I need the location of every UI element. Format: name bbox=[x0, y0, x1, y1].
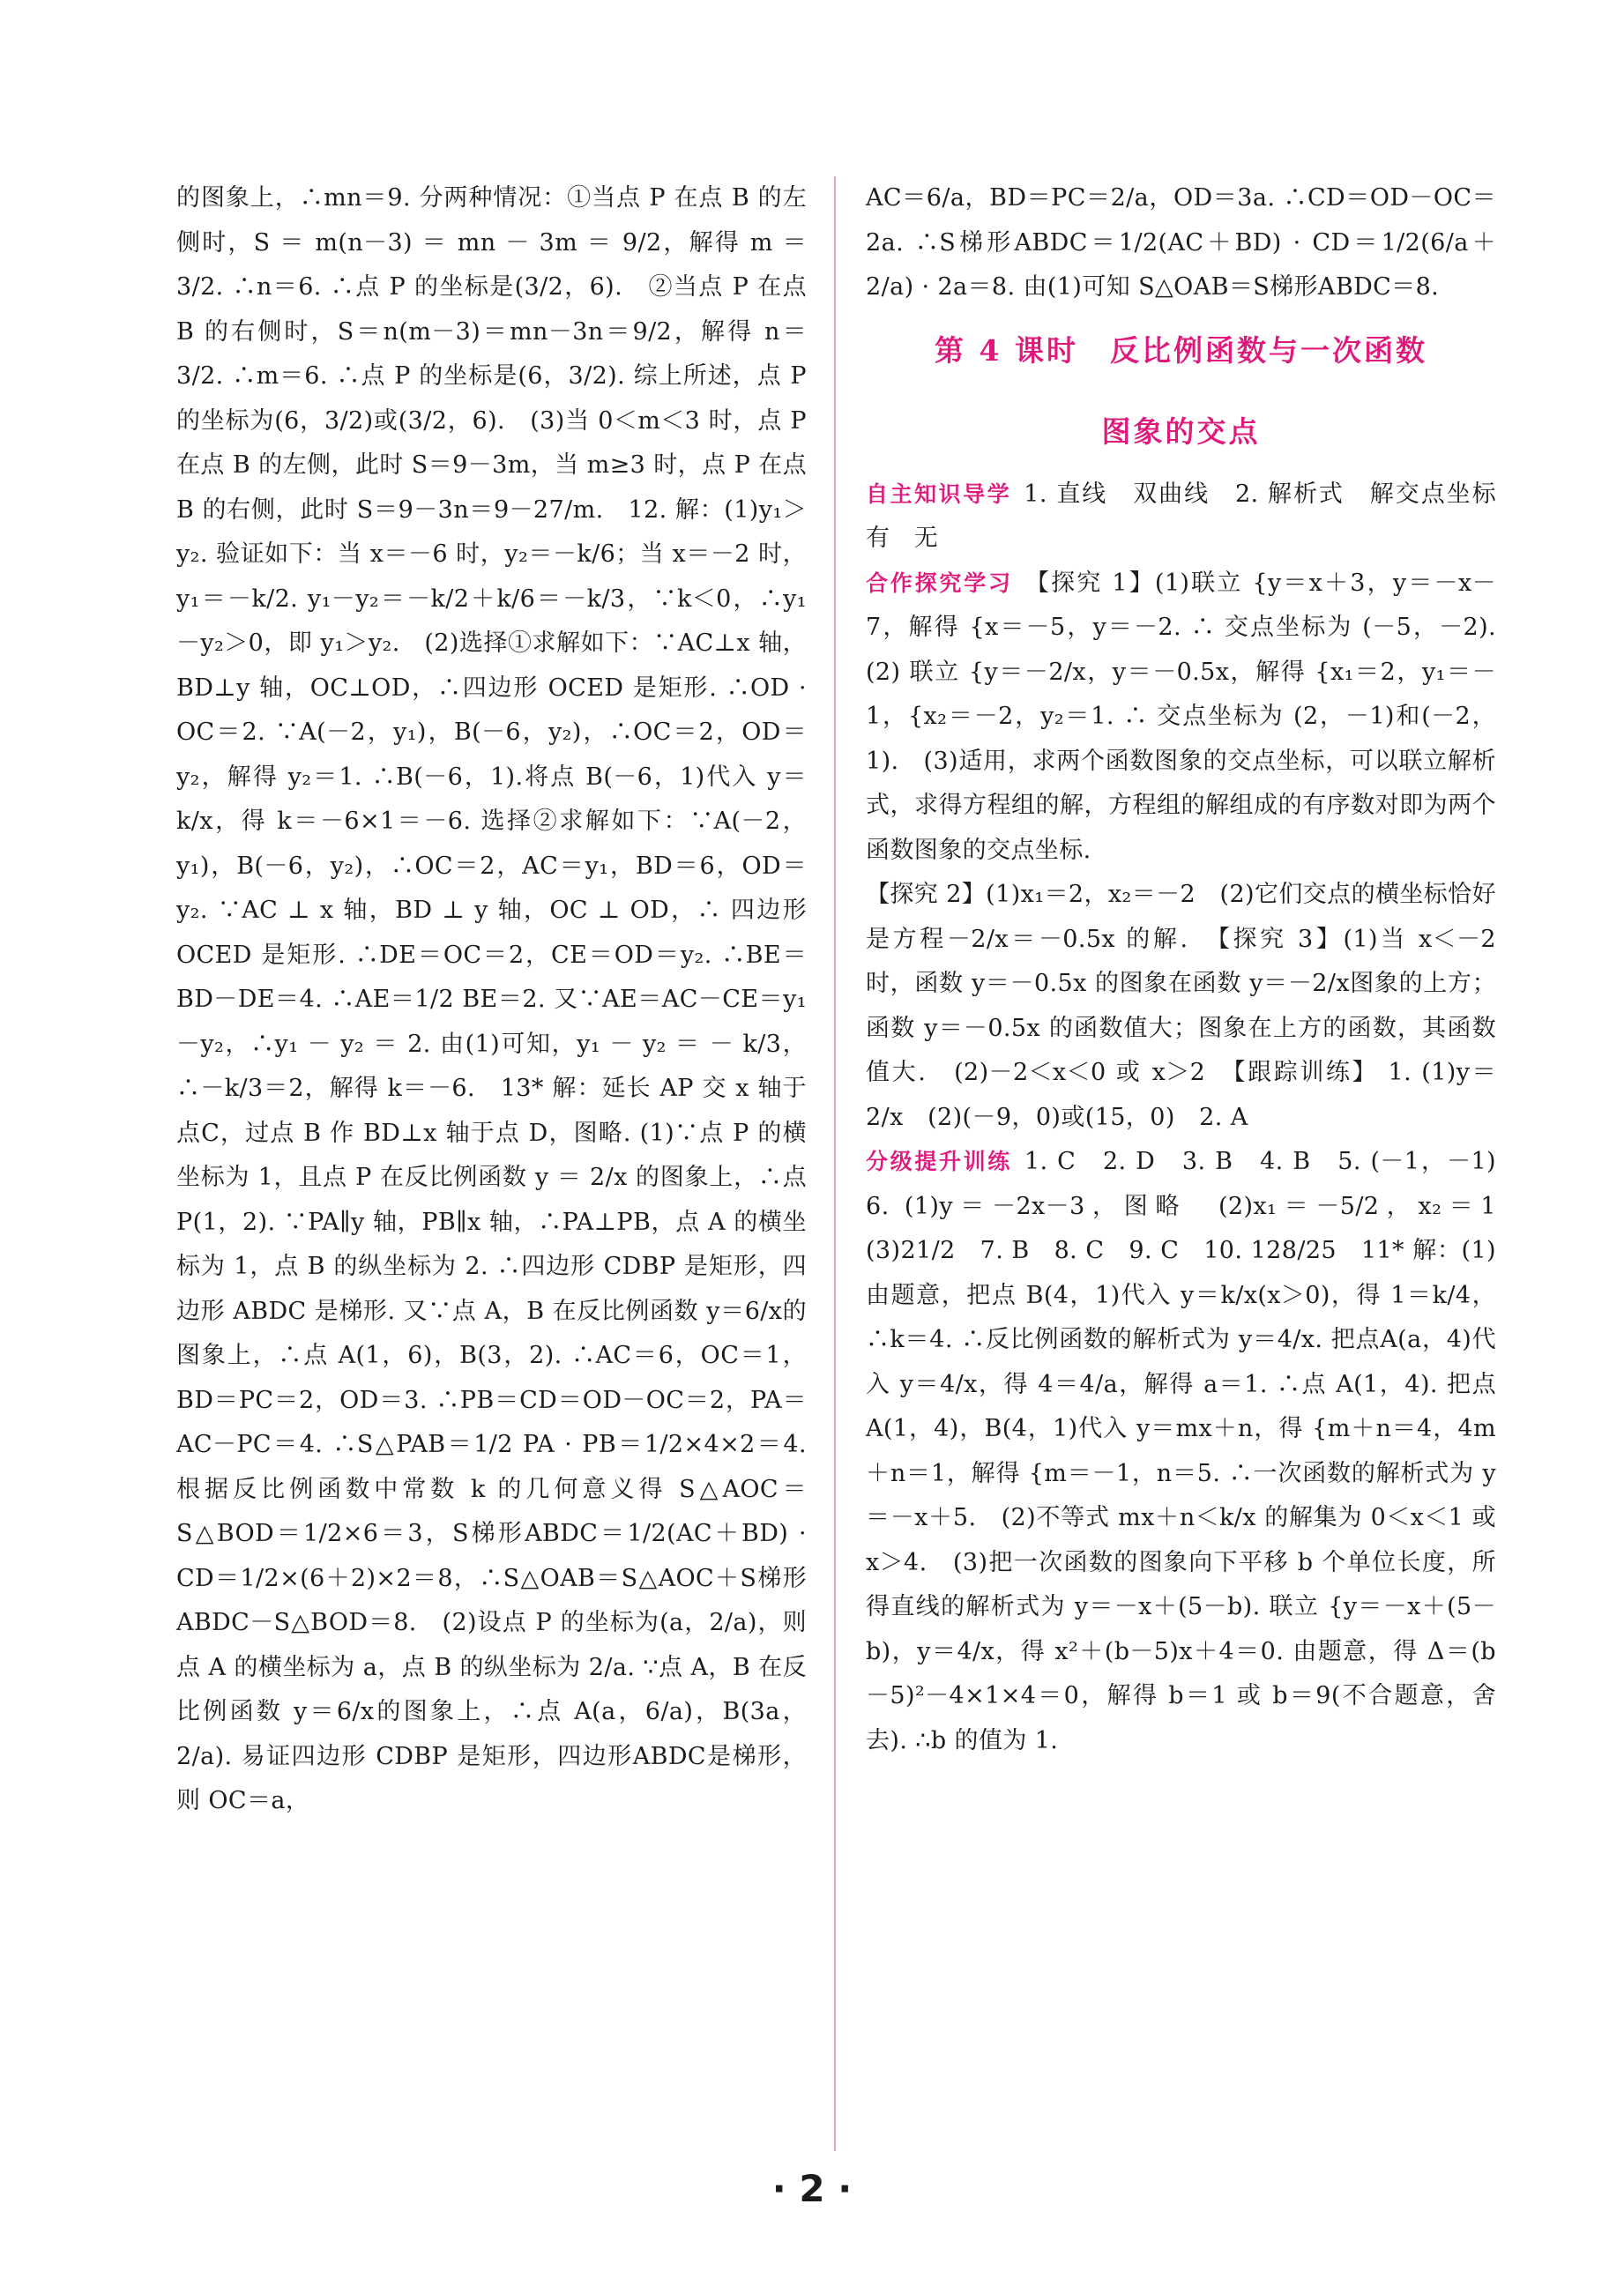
lesson-title bbox=[866, 310, 1496, 473]
section-self-study bbox=[866, 473, 1521, 562]
right-column bbox=[866, 176, 1521, 1763]
section-text-graded: 1. C 2. D 3. B 4. B 5. (－1，－1) 6. (1)y＝－2x－3，图略 (2)x₁＝－5/2，x₂＝1 (3)21/2 7. B 8. C 9. C 10. 128/25 11* 解：(1)由题意，把点 B(4，1)代入 y＝k/x(x＞0)，得 1＝k/4，∴k＝4. ∴反比例函数的解析式为 y＝4/x. 把点A(a，4)代入 y＝4/x，得 4＝4/a，解得 a＝1. ∴点 A(1，4). 把点A(1，4)，B(4，1)代入 y＝mx＋n，得 {m＋n＝4，4m＋n＝1，解得 {m＝－1，n＝5. ∴一次函数的解析式为 y＝－x＋5. (2)不等式 mx＋n＜k/x 的解集为 0＜x＜1 或 x＞4. (3)把一次函数的图象向下平移 b 个单位长度，所得直线的解析式为 y＝－x＋(5－b). 联立 {y＝－x＋(5－b)，y＝4/x，得 x²＋(b－5)x＋4＝0. 由题意，得 Δ＝(b－5)²－4×1×4＝0，解得 b＝1 或 b＝9(不合题意，舍去). ∴b 的值为 1. bbox=[866, 1148, 1521, 1754]
section-text-cooperative: 【探究 1】(1)联立 {y＝x＋3，y＝－x－7，解得 {x＝－5，y＝－2. ∴ 交点坐标为 (－5，－2). (2) 联立 {y＝－2/x，y＝－0.5x，解得 {x₁＝2，y₁＝－1，{x₂＝－2，y₂＝1. ∴ 交点坐标为 (2，－1)和(－2，1). (3)适用，求两个函数图象的交点坐标，可以联立解析式，求得方程组的解，方程组的解组成的有序数对即为两个函数图象的交点坐标. bbox=[866, 569, 1521, 864]
lesson-title-line1: 第 4 课时 反比例函数与一次函数 bbox=[935, 332, 1427, 368]
section-cooperative bbox=[866, 562, 1521, 874]
left-paragraph: 的图象上，∴mn＝9. 分两种情况：①当点 P 在点 B 的左侧时，S ＝ m(n－3) ＝ mn － 3m ＝ 9/2，解得 m ＝ 3/2. ∴n＝6. ∴点 P 的坐标是(3/2，6). ②当点 P 在点 B 的右侧时，S＝n(m－3)＝mn－3n＝9/2，解得 n＝3/2. ∴m＝6. ∴点 P 的坐标是(6，3/2). 综上所述，点 P 的坐标为(6，3/2)或(3/2，6). (3)当 0＜m＜3 时，点 P 在点 B 的左侧，此时 S＝9－3m，当 m≥3 时，点 P 在点 B 的右侧，此时 S＝9－3n＝9－27/m. 12. 解：(1)y₁＞y₂. 验证如下：当 x＝－6 时，y₂＝－k/6；当 x＝－2 时，y₁＝－k/2. y₁－y₂＝－k/2＋k/6＝－k/3，∵k＜0，∴y₁－y₂＞0，即 y₁＞y₂. (2)选择①求解如下：∵AC⊥x 轴，BD⊥y 轴，OC⊥OD，∴四边形 OCED 是矩形. ∴OD · OC＝2. ∵A(－2，y₁)，B(－6，y₂)，∴OC＝2，OD＝y₂，解得 y₂＝1. ∴B(－6，1).将点 B(－6，1)代入 y＝k/x，得 k＝－6×1＝－6. 选择②求解如下：∵A(－2，y₁)，B(－6，y₂)，∴OC＝2，AC＝y₁，BD＝6，OD＝y₂. ∵AC ⊥ x 轴，BD ⊥ y 轴，OC ⊥ OD，∴ 四边形 OCED 是矩形. ∴DE＝OC＝2，CE＝OD＝y₂. ∴BE＝BD－DE＝4. ∴AE＝1/2 BE＝2. 又∵AE＝AC－CE＝y₁－y₂，∴y₁ － y₂ ＝ 2. 由(1)可知，y₁ － y₂ ＝ － k/3，∴－k/3＝2，解得 k＝－6. 13* 解：延长 AP 交 x 轴于点C，过点 B 作 BD⊥x 轴于点 D，图略. (1)∵点 P 的横坐标为 1，且点 P 在反比例函数 y ＝ 2/x 的图象上，∴点 P(1，2). ∵PA∥y 轴，PB∥x 轴，∴PA⊥PB，点 A 的横坐标为 1，点 B 的纵坐标为 2. ∴四边形 CDBP 是矩形，四边形 ABDC 是梯形. 又∵点 A，B 在反比例函数 y＝6/x的图象上，∴点 A(1，6)，B(3，2). ∴AC＝6，OC＝1，BD＝PC＝2，OD＝3. ∴PB＝CD＝OD－OC＝2，PA＝AC－PC＝4. ∴S△PAB＝1/2 PA · PB＝1/2×4×2＝4. 根据反比例函数中常数 k 的几何意义得 S△AOC＝S△BOD＝1/2×6＝3，S梯形ABDC＝1/2(AC＋BD) · CD＝1/2×(6＋2)×2＝8，∴S△OAB＝S△AOC＋S梯形ABDC－S△BOD＝8. (2)设点 P 的坐标为(a，2/a)，则点 A 的横坐标为 a，点 B 的纵坐标为 2/a. ∵点 A，B 在反比例函数 y＝6/x的图象上，∴点 A(a，6/a)，B(3a，2/a). 易证四边形 CDBP 是矩形，四边形ABDC是梯形，则 OC＝a， bbox=[176, 184, 807, 1814]
section-tag-graded: 分级提升训练 bbox=[866, 1149, 1012, 1174]
section-explore-2-3: 【探究 2】(1)x₁＝2，x₂＝－2 (2)它们交点的横坐标恰好是方程－2/x＝－0.5x 的解. 【探究 3】(1)当 x＜－2 时，函数 y＝－0.5x 的图象在函数 y＝－2/x图象的上方；函数 y＝－0.5x 的函数值大；图象在上方的函数，其函数值大. (2)－2＜x＜0 或 x＞2 【跟踪训练】 1. (1)y＝2/x (2)(－9，0)或(15，0) 2. A bbox=[866, 881, 1496, 1131]
right-top-paragraph: AC＝6/a，BD＝PC＝2/a，OD＝3a. ∴CD＝OD－OC＝2a. ∴S梯形ABDC＝1/2(AC＋BD) · CD＝1/2(6/a＋2/a) · 2a＝8. 由(1)可知 S△OAB＝S梯形ABDC＝8. bbox=[866, 184, 1496, 301]
lesson-title-line2: 图象的交点 bbox=[1101, 413, 1261, 449]
section-tag-cooperative: 合作探究学习 bbox=[866, 570, 1013, 596]
section-text-self-study: 1. 直线 双曲线 2. 解析式 解交点坐标 有 无 bbox=[866, 480, 1521, 552]
section-graded bbox=[866, 1140, 1521, 1763]
section-tag-self-study: 自主知识导学 bbox=[866, 480, 1012, 507]
left-column bbox=[176, 176, 807, 1824]
page-number: · 2 · bbox=[771, 2167, 853, 2210]
column-divider bbox=[834, 176, 836, 2151]
